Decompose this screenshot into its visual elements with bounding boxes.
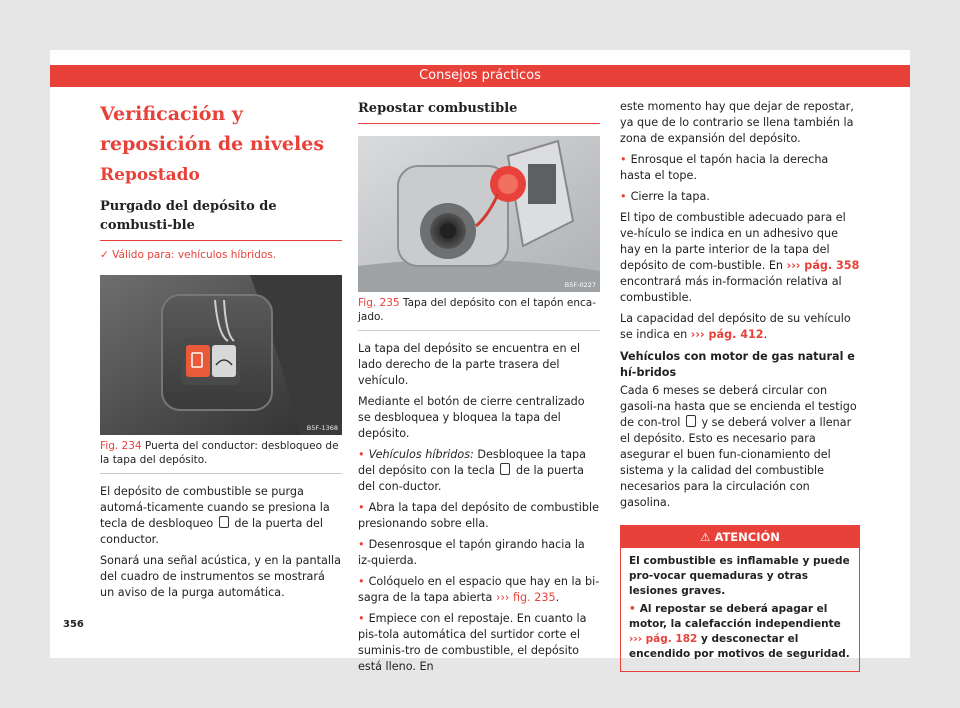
paragraph-capacidad: La capacidad del depósito de su vehículo se indica en ››› pág. 412. (620, 312, 851, 341)
subheading-gas-natural: Vehículos con motor de gas natural e hí-bridos (620, 350, 855, 379)
column-middle (358, 95, 600, 680)
link-pag-182[interactable]: ››› pág. 182 (629, 633, 698, 645)
door-panel-image (100, 275, 342, 435)
warning-triangle-icon: ⚠ (700, 530, 715, 544)
paragraph-gasolina: Cada 6 meses se deberá circular con gasoli-na hasta que se encienda el testigo de con-trol y se deberá volver a llenar el depósito. Esto es necesario para asegurar el buen fun-cionamiento del sistema y la calidad del combustible necesarios para la circulación con gasolina. (620, 384, 857, 509)
column-right (620, 95, 860, 672)
fuel-door-key-icon (500, 463, 510, 475)
page-number: 356 (63, 619, 84, 630)
warning-box (620, 525, 860, 672)
figure-235 (358, 136, 600, 292)
figure-234 (100, 275, 342, 435)
validity-note: ✓ Válido para: vehículos híbridos. (100, 249, 277, 261)
paragraph-senal: Sonará una señal acústica, y en la pantalla del cuadro de instrumentos se mostrará un aviso de la purga automática. (100, 554, 341, 599)
bullet-cerrar: • Cierre la tapa. (620, 189, 860, 205)
figure-code: B5F-1368 (306, 424, 338, 432)
warning-body (621, 548, 859, 671)
paragraph-continuacion: este momento hay que dejar de repostar, ya que de lo contrario se llena también la zona de expansión del depósito. (620, 100, 854, 145)
link-fig-235[interactable]: ››› fig. 235 (495, 591, 556, 604)
section-header: Consejos prácticos (50, 65, 910, 87)
fuel-door-key-icon (686, 415, 696, 427)
bullet-desenroscar: • Desenrosque el tapón girando hacia la iz-quierda. (358, 537, 600, 569)
paragraph-purga: El depósito de combustible se purga automá-ticamente cuando se presiona la tecla de desbloqueo de la puerta del conductor. (100, 485, 330, 546)
column-left (100, 95, 342, 606)
chapter-title: Verificación y reposición de niveles (100, 103, 325, 155)
fuel-cap-image (358, 136, 600, 292)
figure-caption-235: Fig. 235 Tapa del depósito con el tapón enca-jado. (358, 296, 600, 331)
fuel-unlock-key (186, 345, 210, 377)
paragraph-cierre: Mediante el botón de cierre centralizado se desbloquea y bloquea la tapa del depósito. (358, 395, 585, 440)
bullet-hibridos: • Vehículos híbridos: Desbloquee la tapa del depósito con la tecla de la puerta del con-ductor. (358, 447, 600, 495)
fuel-door-key-icon (219, 516, 229, 528)
warning-text-2: • Al repostar se deberá apagar el motor, la calefacción independiente ››› pág. 182 y desconectar el encendido por motivos de seguridad. (629, 602, 851, 662)
figure-caption-234: Fig. 234 Puerta del conductor: desbloqueo de la tapa del depósito. (100, 439, 342, 474)
link-pag-358[interactable]: ››› pág. 358 (786, 259, 860, 272)
check-icon: ✓ (100, 249, 113, 261)
figure-code: B5F-0227 (564, 281, 596, 289)
warning-header: ⚠ ATENCIÓN (621, 526, 859, 548)
section-title: Repostado (100, 165, 200, 185)
paragraph-tipo-combustible: El tipo de combustible adecuado para el ve-hículo se indica en un adhesivo que hay en la parte interior de la tapa del depósito de com-bustible. En ››› pág. 358 encontrará más in-formación relativa al combustible. (620, 211, 860, 304)
bullet-repostaje: • Empiece con el repostaje. En cuanto la pis-tola automática del surtidor corte el suminis-tro de combustible, el depósito está lleno. En (358, 611, 600, 675)
link-pag-412[interactable]: ››› pág. 412 (690, 328, 764, 341)
paragraph-ubicacion: La tapa del depósito se encuentra en el lado derecho de la parte trasera del vehículo. (358, 342, 581, 387)
subsection-title-purgado: Purgado del depósito de combusti-ble (100, 197, 342, 241)
subsection-title-repostar: Repostar combustible (358, 99, 600, 124)
bullet-enroscar: • Enrosque el tapón hacia la derecha hasta el tope. (620, 152, 860, 184)
bullet-abrir: • Abra la tapa del depósito de combustible presionando sobre ella. (358, 500, 600, 532)
bullet-colocar: • Colóquelo en el espacio que hay en la bi-sagra de la tapa abierta ››› fig. 235. (358, 574, 600, 606)
warning-text-1: El combustible es inflamable y puede pro-vocar quemaduras y otras lesiones graves. (629, 555, 850, 597)
